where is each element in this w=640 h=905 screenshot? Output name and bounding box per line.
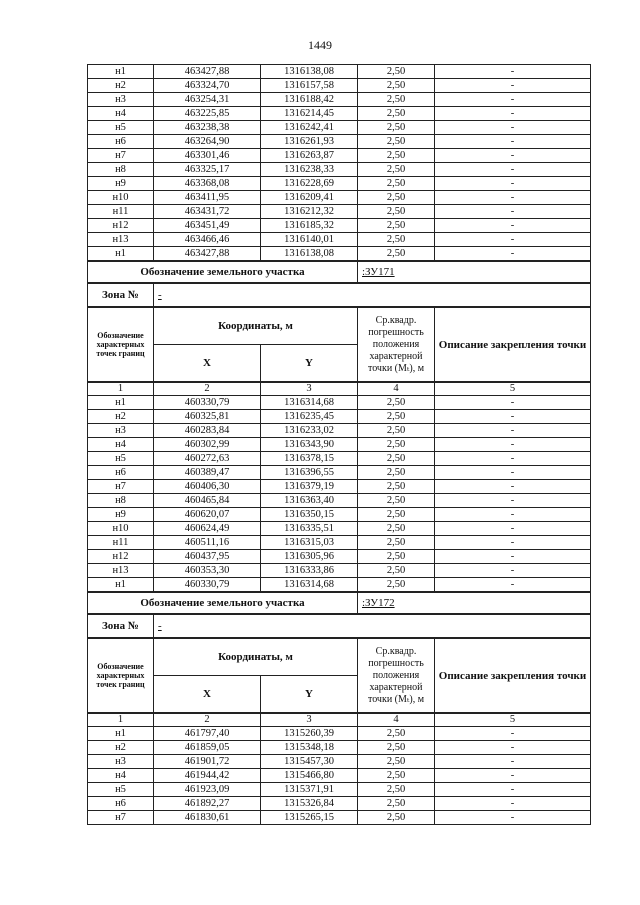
coord-x-cell: 463254,31 (154, 93, 261, 107)
description-cell: - (435, 79, 591, 93)
accuracy-header: Ср.квадр. погрешность положения характерной точки (Mₜ), м (358, 639, 435, 713)
accuracy-cell: 2,50 (358, 508, 435, 522)
coord-y-cell: 1315265,15 (261, 811, 358, 825)
parcel-value: :ЗУ172 (358, 593, 591, 614)
coord-y-cell: 1316350,15 (261, 508, 358, 522)
description-cell: - (435, 121, 591, 135)
coord-x-cell: 463368,08 (154, 177, 261, 191)
coord-y-cell: 1316343,90 (261, 438, 358, 452)
accuracy-cell: 2,50 (358, 233, 435, 247)
table-row (88, 536, 591, 550)
point-id-cell: н11 (88, 536, 154, 550)
accuracy-header: Ср.квадр. погрешность положения характерной точки (Mₜ), м (358, 308, 435, 382)
point-id-cell: н11 (88, 205, 154, 219)
point-id-cell: н4 (88, 107, 154, 121)
coord-x-cell: 460620,07 (154, 508, 261, 522)
coord-y-cell: 1316305,96 (261, 550, 358, 564)
point-id-cell: н6 (88, 466, 154, 480)
coordinates-table (87, 382, 591, 592)
accuracy-cell: 2,50 (358, 65, 435, 79)
coord-y-cell: 1315457,30 (261, 755, 358, 769)
description-cell: - (435, 466, 591, 480)
point-id-cell: н1 (88, 396, 154, 410)
coord-x-cell: 463431,72 (154, 205, 261, 219)
accuracy-cell: 2,50 (358, 755, 435, 769)
coord-y-cell: 1316261,93 (261, 135, 358, 149)
accuracy-cell: 2,50 (358, 438, 435, 452)
description-cell: - (435, 578, 591, 592)
accuracy-cell: 2,50 (358, 564, 435, 578)
accuracy-cell: 2,50 (358, 121, 435, 135)
table-row (88, 191, 591, 205)
accuracy-cell: 2,50 (358, 769, 435, 783)
coord-x-cell: 461859,05 (154, 741, 261, 755)
parcel-label: Обозначение земельного участка (88, 593, 358, 614)
description-cell: - (435, 163, 591, 177)
parcel-value: :ЗУ171 (358, 262, 591, 283)
coord-x-cell: 463225,85 (154, 107, 261, 121)
column-number: 5 (435, 383, 591, 396)
y-header: Y (261, 676, 358, 713)
coord-x-cell: 461830,61 (154, 811, 261, 825)
point-id-cell: н13 (88, 564, 154, 578)
column-number: 2 (154, 383, 261, 396)
coord-y-cell: 1316140,01 (261, 233, 358, 247)
point-id-cell: н4 (88, 769, 154, 783)
zone-row (87, 614, 591, 638)
coord-y-cell: 1316188,42 (261, 93, 358, 107)
description-cell: - (435, 783, 591, 797)
description-cell: - (435, 508, 591, 522)
coord-y-cell: 1316209,41 (261, 191, 358, 205)
column-number: 1 (88, 383, 154, 396)
accuracy-cell: 2,50 (358, 149, 435, 163)
coord-x-cell: 463427,88 (154, 65, 261, 79)
coord-x-cell: 460437,95 (154, 550, 261, 564)
table-row (88, 494, 591, 508)
x-header: X (154, 676, 261, 713)
description-cell: - (435, 536, 591, 550)
point-id-cell: н1 (88, 578, 154, 592)
document-body (87, 64, 590, 825)
table-row (88, 247, 591, 261)
table-row (88, 508, 591, 522)
accuracy-cell: 2,50 (358, 578, 435, 592)
point-id-cell: н5 (88, 452, 154, 466)
coord-x-cell: 463238,38 (154, 121, 261, 135)
x-header: X (154, 345, 261, 382)
coord-y-cell: 1316138,08 (261, 65, 358, 79)
description-cell: - (435, 219, 591, 233)
coord-y-cell: 1316214,45 (261, 107, 358, 121)
parcel-header (87, 261, 591, 283)
coordinates-table-continued (87, 64, 591, 261)
description-cell: - (435, 177, 591, 191)
point-id-cell: н7 (88, 149, 154, 163)
coord-x-cell: 460353,30 (154, 564, 261, 578)
description-cell: - (435, 191, 591, 205)
column-number: 1 (88, 714, 154, 727)
accuracy-cell: 2,50 (358, 93, 435, 107)
coord-y-cell: 1316233,02 (261, 424, 358, 438)
coord-x-cell: 460283,84 (154, 424, 261, 438)
description-cell: - (435, 93, 591, 107)
coord-x-cell: 461901,72 (154, 755, 261, 769)
coord-y-cell: 1316314,68 (261, 578, 358, 592)
table-row (88, 783, 591, 797)
point-id-cell: н9 (88, 177, 154, 191)
point-id-cell: н12 (88, 219, 154, 233)
accuracy-cell: 2,50 (358, 163, 435, 177)
point-id-cell: н9 (88, 508, 154, 522)
page-number: 1449 (308, 38, 332, 52)
zone-label: Зона № (88, 284, 154, 307)
accuracy-cell: 2,50 (358, 79, 435, 93)
table-row (88, 149, 591, 163)
table-row (88, 410, 591, 424)
accuracy-cell: 2,50 (358, 466, 435, 480)
accuracy-cell: 2,50 (358, 424, 435, 438)
point-id-cell: н5 (88, 121, 154, 135)
description-cell: - (435, 233, 591, 247)
point-id-cell: н10 (88, 191, 154, 205)
coordinates-header: Координаты, м (154, 308, 358, 345)
table-row (88, 396, 591, 410)
coord-y-cell: 1316228,69 (261, 177, 358, 191)
table-row (88, 205, 591, 219)
point-id-cell: н12 (88, 550, 154, 564)
description-cell: - (435, 438, 591, 452)
coordinates-table-header (87, 307, 591, 382)
table-row (88, 480, 591, 494)
coord-y-cell: 1316363,40 (261, 494, 358, 508)
point-id-cell: н3 (88, 755, 154, 769)
description-cell: - (435, 65, 591, 79)
coord-x-cell: 460406,30 (154, 480, 261, 494)
parcel-header (87, 592, 591, 614)
table-row (88, 550, 591, 564)
table-row (88, 93, 591, 107)
accuracy-cell: 2,50 (358, 410, 435, 424)
accuracy-cell: 2,50 (358, 550, 435, 564)
accuracy-cell: 2,50 (358, 191, 435, 205)
coord-x-cell: 460272,63 (154, 452, 261, 466)
point-column-header: Обозначение характерных точек границ (88, 639, 154, 713)
coord-y-cell: 1316242,41 (261, 121, 358, 135)
point-id-cell: н1 (88, 727, 154, 741)
coord-y-cell: 1316315,03 (261, 536, 358, 550)
point-id-cell: н5 (88, 783, 154, 797)
coordinates-table-header (87, 638, 591, 713)
coord-y-cell: 1316333,86 (261, 564, 358, 578)
point-id-cell: н4 (88, 438, 154, 452)
accuracy-cell: 2,50 (358, 107, 435, 121)
accuracy-cell: 2,50 (358, 783, 435, 797)
accuracy-cell: 2,50 (358, 135, 435, 149)
coord-x-cell: 460511,16 (154, 536, 261, 550)
description-header: Описание закрепления точки (435, 639, 591, 713)
coord-x-cell: 460302,99 (154, 438, 261, 452)
description-cell: - (435, 410, 591, 424)
coord-x-cell: 460330,79 (154, 396, 261, 410)
coord-y-cell: 1315326,84 (261, 797, 358, 811)
coord-y-cell: 1316396,55 (261, 466, 358, 480)
accuracy-cell: 2,50 (358, 205, 435, 219)
table-row (88, 797, 591, 811)
description-cell: - (435, 755, 591, 769)
accuracy-cell: 2,50 (358, 480, 435, 494)
coord-x-cell: 461892,27 (154, 797, 261, 811)
column-number: 5 (435, 714, 591, 727)
coord-x-cell: 461797,40 (154, 727, 261, 741)
point-id-cell: н7 (88, 480, 154, 494)
description-cell: - (435, 494, 591, 508)
column-number: 3 (261, 383, 358, 396)
coord-y-cell: 1315371,91 (261, 783, 358, 797)
table-row (88, 424, 591, 438)
accuracy-cell: 2,50 (358, 522, 435, 536)
accuracy-cell: 2,50 (358, 219, 435, 233)
zone-value: - (154, 284, 591, 307)
accuracy-cell: 2,50 (358, 452, 435, 466)
zone-value: - (154, 615, 591, 638)
description-cell: - (435, 107, 591, 121)
accuracy-cell: 2,50 (358, 494, 435, 508)
table-row (88, 578, 591, 592)
coord-x-cell: 463451,49 (154, 219, 261, 233)
point-id-cell: н2 (88, 741, 154, 755)
coord-x-cell: 460330,79 (154, 578, 261, 592)
coord-x-cell: 463264,90 (154, 135, 261, 149)
zone-label: Зона № (88, 615, 154, 638)
point-id-cell: н8 (88, 163, 154, 177)
parcel-label: Обозначение земельного участка (88, 262, 358, 283)
coord-x-cell: 460624,49 (154, 522, 261, 536)
table-row (88, 233, 591, 247)
description-cell: - (435, 741, 591, 755)
column-numbers-row (88, 714, 591, 727)
coord-y-cell: 1315260,39 (261, 727, 358, 741)
point-id-cell: н2 (88, 410, 154, 424)
description-cell: - (435, 135, 591, 149)
table-row (88, 219, 591, 233)
column-number: 4 (358, 714, 435, 727)
table-row (88, 769, 591, 783)
coord-y-cell: 1316378,15 (261, 452, 358, 466)
table-row (88, 65, 591, 79)
coord-y-cell: 1316185,32 (261, 219, 358, 233)
table-row (88, 177, 591, 191)
coord-y-cell: 1316314,68 (261, 396, 358, 410)
point-id-cell: н10 (88, 522, 154, 536)
coord-x-cell: 463301,46 (154, 149, 261, 163)
coord-y-cell: 1316379,19 (261, 480, 358, 494)
accuracy-cell: 2,50 (358, 741, 435, 755)
point-id-cell: н6 (88, 135, 154, 149)
accuracy-cell: 2,50 (358, 396, 435, 410)
description-cell: - (435, 550, 591, 564)
point-column-header: Обозначение характерных точек границ (88, 308, 154, 382)
point-id-cell: н1 (88, 65, 154, 79)
coord-x-cell: 463427,88 (154, 247, 261, 261)
description-cell: - (435, 811, 591, 825)
description-cell: - (435, 522, 591, 536)
table-row (88, 452, 591, 466)
coord-x-cell: 463466,46 (154, 233, 261, 247)
coord-x-cell: 461923,09 (154, 783, 261, 797)
table-row (88, 466, 591, 480)
description-cell: - (435, 424, 591, 438)
table-row (88, 811, 591, 825)
column-number: 4 (358, 383, 435, 396)
column-numbers-row (88, 383, 591, 396)
table-row (88, 438, 591, 452)
table-row (88, 522, 591, 536)
description-cell: - (435, 769, 591, 783)
accuracy-cell: 2,50 (358, 177, 435, 191)
table-row (88, 564, 591, 578)
description-cell: - (435, 727, 591, 741)
point-id-cell: н6 (88, 797, 154, 811)
point-id-cell: н8 (88, 494, 154, 508)
coord-x-cell: 463324,70 (154, 79, 261, 93)
point-id-cell: н13 (88, 233, 154, 247)
accuracy-cell: 2,50 (358, 727, 435, 741)
description-header: Описание закрепления точки (435, 308, 591, 382)
description-cell: - (435, 797, 591, 811)
description-cell: - (435, 205, 591, 219)
coord-y-cell: 1315348,18 (261, 741, 358, 755)
table-row (88, 107, 591, 121)
description-cell: - (435, 149, 591, 163)
description-cell: - (435, 396, 591, 410)
accuracy-cell: 2,50 (358, 536, 435, 550)
accuracy-cell: 2,50 (358, 247, 435, 261)
table-row (88, 755, 591, 769)
description-cell: - (435, 452, 591, 466)
column-number: 2 (154, 714, 261, 727)
table-row (88, 135, 591, 149)
column-number: 3 (261, 714, 358, 727)
y-header: Y (261, 345, 358, 382)
coord-y-cell: 1316212,32 (261, 205, 358, 219)
coord-y-cell: 1316335,51 (261, 522, 358, 536)
description-cell: - (435, 247, 591, 261)
point-id-cell: н7 (88, 811, 154, 825)
coord-y-cell: 1316235,45 (261, 410, 358, 424)
table-row (88, 79, 591, 93)
table-row (88, 121, 591, 135)
accuracy-cell: 2,50 (358, 797, 435, 811)
zone-row (87, 283, 591, 307)
description-cell: - (435, 480, 591, 494)
coord-x-cell: 461944,42 (154, 769, 261, 783)
coord-y-cell: 1316238,33 (261, 163, 358, 177)
table-row (88, 727, 591, 741)
table-row (88, 741, 591, 755)
coord-x-cell: 463411,95 (154, 191, 261, 205)
table-row (88, 163, 591, 177)
coord-y-cell: 1315466,80 (261, 769, 358, 783)
point-id-cell: н3 (88, 93, 154, 107)
coord-x-cell: 460325,81 (154, 410, 261, 424)
coord-y-cell: 1316263,87 (261, 149, 358, 163)
coordinates-table (87, 713, 591, 825)
coord-x-cell: 460465,84 (154, 494, 261, 508)
coord-y-cell: 1316138,08 (261, 247, 358, 261)
point-id-cell: н3 (88, 424, 154, 438)
point-id-cell: н2 (88, 79, 154, 93)
coord-x-cell: 463325,17 (154, 163, 261, 177)
coord-y-cell: 1316157,58 (261, 79, 358, 93)
accuracy-cell: 2,50 (358, 811, 435, 825)
description-cell: - (435, 564, 591, 578)
coordinates-header: Координаты, м (154, 639, 358, 676)
coord-x-cell: 460389,47 (154, 466, 261, 480)
point-id-cell: н1 (88, 247, 154, 261)
